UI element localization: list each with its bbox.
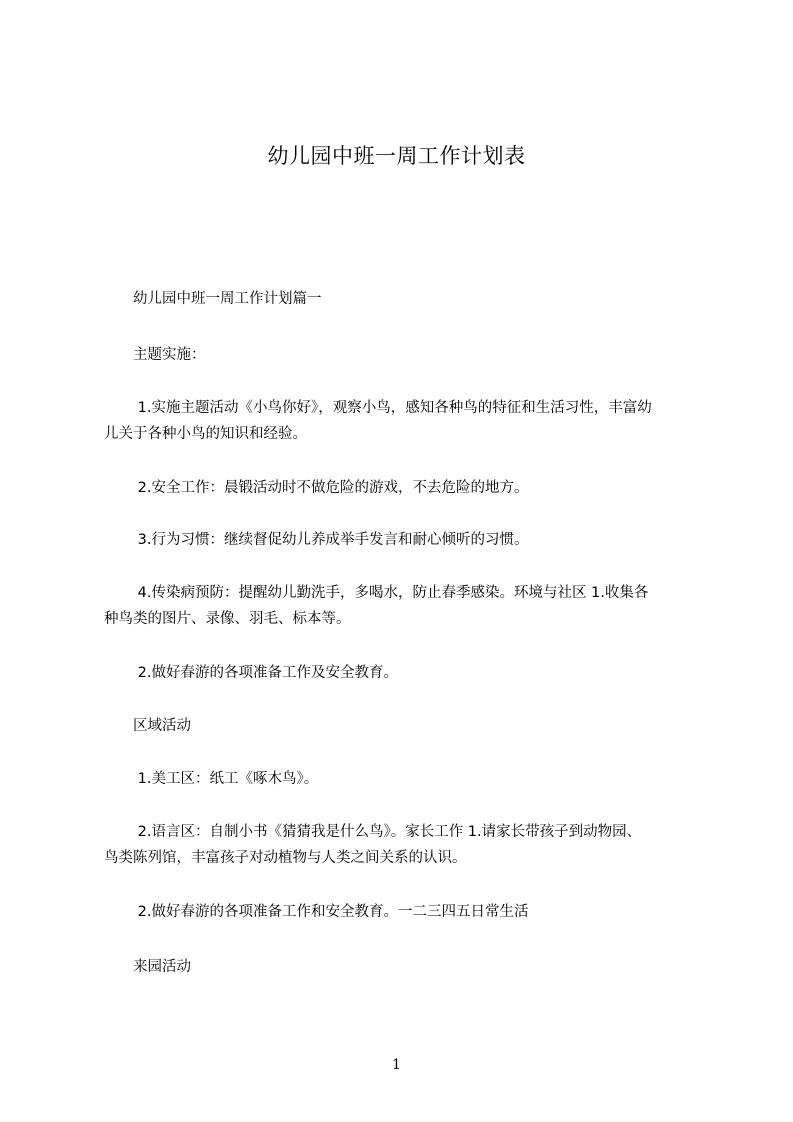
paragraph-5 bbox=[104, 527, 714, 553]
paragraph-line: 来园活动 bbox=[104, 959, 191, 975]
paragraph-line: 主题实施： bbox=[104, 347, 206, 363]
paragraph-4 bbox=[104, 475, 714, 501]
paragraph-line: 2.做好春游的各项准备工作和安全教育。一二三四五日常生活 bbox=[104, 904, 529, 920]
paragraph-12 bbox=[104, 954, 714, 980]
paragraph-8 bbox=[104, 713, 714, 739]
paragraph-line: 幼儿园中班一周工作计划篇一 bbox=[104, 291, 322, 307]
paragraph-line: 区域活动 bbox=[104, 718, 191, 734]
paragraph-6 bbox=[104, 580, 714, 632]
paragraph-7 bbox=[104, 660, 714, 686]
paragraph-line: 儿关于各种小鸟的知识和经验。 bbox=[104, 426, 307, 442]
document-title: 幼儿园中班一周工作计划表 bbox=[267, 144, 526, 168]
paragraph-line: 4.传染病预防：提醒幼儿勤洗手，多喝水，防止春季感染。环境与社区 1.收集各 bbox=[104, 585, 649, 601]
paragraph-line: 种鸟类的图片、录像、羽毛、标本等。 bbox=[104, 611, 351, 627]
paragraph-9 bbox=[104, 766, 714, 792]
paragraph-line: 3.行为习惯：继续督促幼儿养成举手发言和耐心倾听的习惯。 bbox=[104, 532, 529, 548]
paragraph-line: 1.美工区：纸工《啄木鸟》。 bbox=[104, 771, 319, 787]
paragraph-3 bbox=[104, 395, 714, 447]
paragraph-1 bbox=[104, 286, 714, 312]
paragraph-10 bbox=[104, 819, 714, 871]
paragraph-line: 2.安全工作：晨锻活动时不做危险的游戏，不去危险的地方。 bbox=[104, 480, 529, 496]
paragraph-line: 2.语言区：自制小书《猜猜我是什么鸟》。家长工作 1.请家长带孩子到动物园、 bbox=[104, 824, 642, 840]
paragraph-line: 2.做好春游的各项准备工作及安全教育。 bbox=[104, 665, 398, 681]
page-number: 1 bbox=[392, 1057, 401, 1073]
paragraph-line: 鸟类陈列馆，丰富孩子对动植物与人类之间关系的认识。 bbox=[104, 850, 467, 866]
paragraph-11 bbox=[104, 899, 714, 925]
paragraph-line: 1.实施主题活动《小鸟你好》，观察小鸟，感知各种鸟的特征和生活习性，丰富幼 bbox=[104, 400, 652, 416]
paragraph-2 bbox=[104, 342, 714, 368]
